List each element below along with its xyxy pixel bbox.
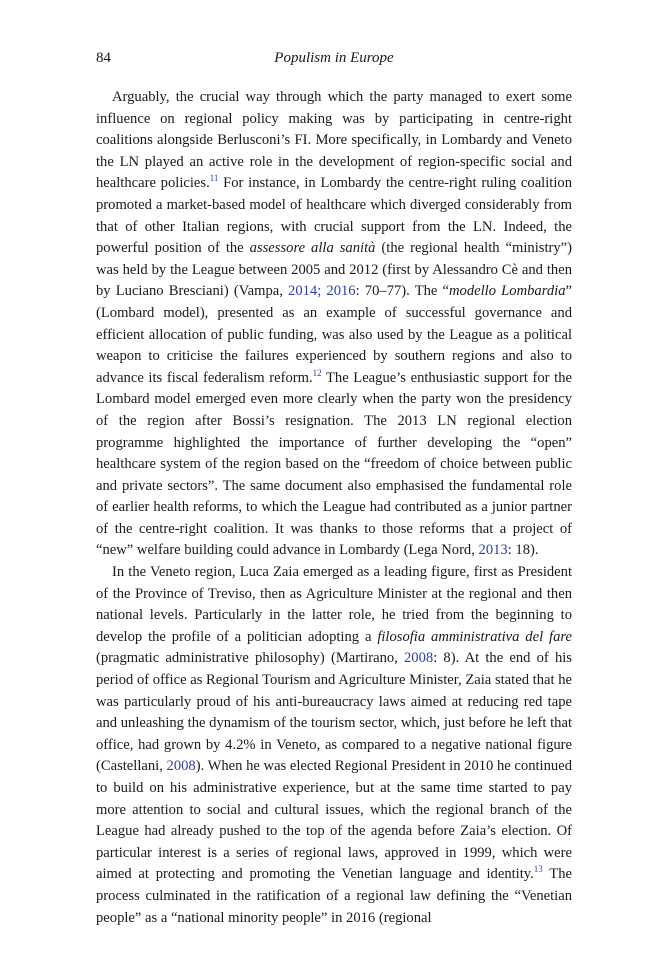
italic-term: assessore alla sanità: [249, 240, 376, 257]
footnote-ref-13[interactable]: 13: [533, 864, 543, 875]
text-run: Arguably, the crucial way through which the party managed to exert some influence on regional policy making was by participating in centre-right coalitions alongside Berlusconi’s FI. More specifically, in Lombardy and Veneto the LN played an active role in the development of region-specific social and healthcare policies.: [96, 89, 572, 192]
text-run: : 8). At the end of his period of office as Regional Tourism and Agriculture Minister, Zaia stated that he was particularly proud of his anti-bureaucracy laws aimed at reducing red tape and unleashing the dynamism of the tourism sector, which, just before he left that office, had grown by 4.2% in Veneto, as compared to a negative national figure (Castellani,: [96, 650, 572, 775]
text-run: : 18).: [507, 542, 539, 559]
footnote-ref-12[interactable]: 12: [312, 367, 322, 378]
text-run: In the Veneto region, Luca Zaia emerged as a leading figure, first as President of the Province of Treviso, then as Agriculture Minister at the regional and then national levels. Particularly in the latter role, he tried from the beginning to develop the profile of a politician adopting a: [96, 564, 572, 645]
text-run: ). When he was elected Regional President in 2010 he continued to build on his administrative experience, but at the same time started to pay more attention to social and cultural issues, which the regional branch of the League had already pushed to the top of the agenda before Zaia’s election. Of particular interest is a series of regional laws, approved in 1999, which were aimed at protecting and promoting the Venetian language and identity.: [96, 758, 572, 883]
page-number: 84: [96, 50, 111, 66]
paragraph-veneto: [96, 562, 572, 929]
body-text: [96, 87, 572, 929]
running-title: Populism in Europe: [274, 50, 394, 66]
text-run: The League’s enthusiastic support for the Lombard model emerged even more clearly when the party won the presidency of the region after Bossi’s resignation. The 2013 LN regional election programme highlighted the importance of further developing the “open” healthcare system of the region based on the “freedom of choice between public and private sectors”. The same document also emphasised the fundamental role of earlier health reforms, to which the League had contributed as a junior partner of the centre-right coalition. It was thanks to those reforms that a project of “new” welfare building could advance in Lombardy (Lega Nord,: [96, 369, 572, 559]
running-header: [96, 50, 572, 70]
citation-link-martirano[interactable]: 2008: [404, 650, 434, 667]
text-run: (the regional health “ministry”) was held by the League between 2005 and 2012 (first by Alessandro Cè and then by Luciano Bresciani) (Vampa,: [96, 240, 572, 300]
paragraph-lombardy: [96, 87, 572, 562]
text-run: The process culminated in the ratification of a regional law defining the “Venetian people” as a “national minority people” in 2016 (regional: [96, 866, 572, 926]
footnote-ref-11[interactable]: 11: [209, 173, 219, 184]
text-run: For instance, in Lombardy the centre-right ruling coalition promoted a market-based model of healthcare which diverged considerably from that of other Italian regions, with crucial support from the LN. Indeed, the powerful position of the: [96, 175, 572, 257]
text-run: ” (Lombard model), presented as an example of successful governance and efficient allocation of public funding, was also used by the League as a political weapon to criticise the failures experienced by southern regions and also to advance its fiscal federalism reform.: [96, 283, 572, 386]
citation-link-lega-nord[interactable]: 2013: [478, 542, 508, 559]
citation-link-castellani[interactable]: 2008: [166, 758, 196, 775]
text-run: : 70–77). The “: [355, 283, 450, 300]
italic-term: filosofia amministrativa del fare: [377, 628, 572, 645]
italic-term: modello Lombardia: [449, 283, 566, 300]
citation-link-vampa[interactable]: 2014; 2016: [288, 283, 356, 300]
text-run: (pragmatic administrative philosophy) (Martirano,: [96, 650, 404, 667]
